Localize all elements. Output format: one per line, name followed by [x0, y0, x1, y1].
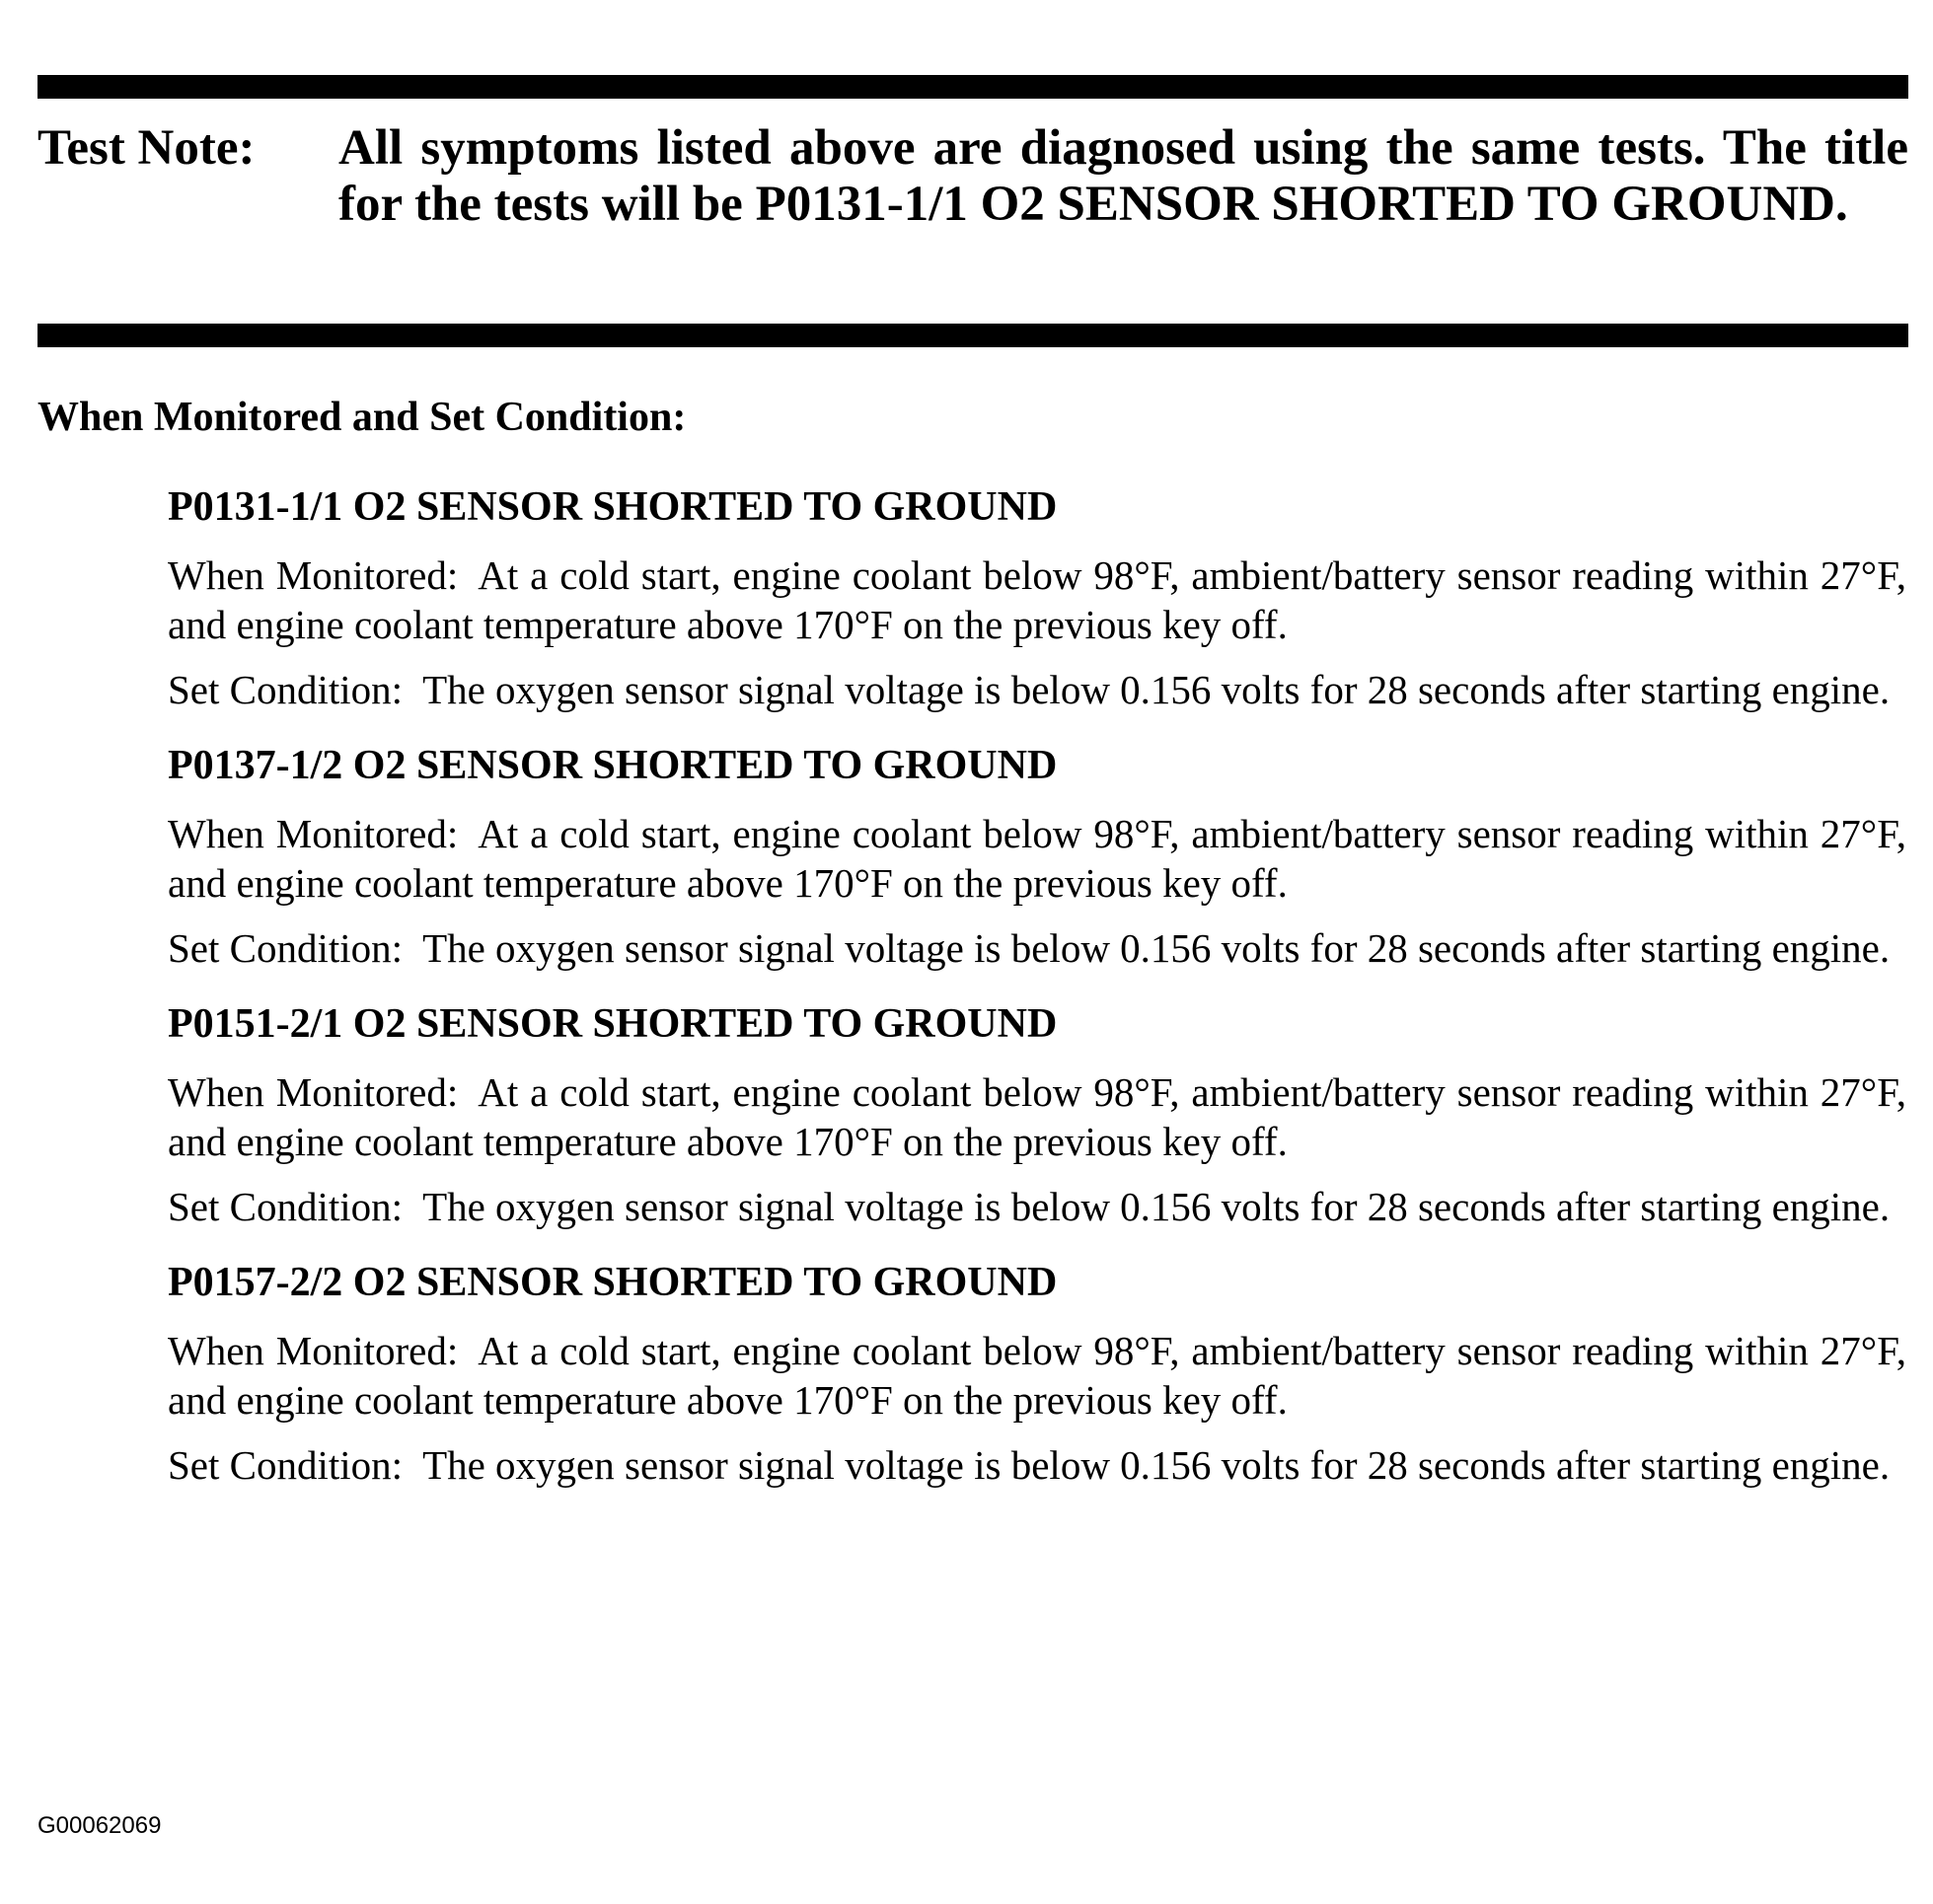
- figure-id: G00062069: [37, 1812, 162, 1839]
- set-condition: [168, 665, 1906, 714]
- code-block: [168, 481, 1906, 714]
- set-condition-text: The oxygen sensor signal voltage is below 0.156 volts for 28 seconds after starting engine.: [422, 667, 1891, 712]
- test-note-text: All symptoms listed above are diagnosed using the same tests. The title for the tests will be P0131-1/1 O2 SENSOR SHORTED TO GROUND.: [338, 120, 1908, 232]
- code-title: P0131-1/1 O2 SENSOR SHORTED TO GROUND: [168, 484, 1058, 530]
- code-block: [168, 998, 1906, 1231]
- code-block: [168, 740, 1906, 973]
- when-monitored-text: At a cold start, engine coolant below 98°F, ambient/battery sensor reading within 27°F, and engine coolant temperature above 170°F on the previous key off.: [168, 811, 1906, 906]
- when-monitored-label: When Monitored:: [168, 1328, 459, 1373]
- set-condition-text: The oxygen sensor signal voltage is below 0.156 volts for 28 seconds after starting engine.: [422, 1442, 1891, 1488]
- when-monitored-label: When Monitored:: [168, 1069, 459, 1115]
- when-monitored: [168, 809, 1906, 908]
- code-title: P0151-2/1 O2 SENSOR SHORTED TO GROUND: [168, 1001, 1058, 1047]
- set-condition-label: Set Condition:: [168, 925, 404, 971]
- when-monitored: [168, 1067, 1906, 1166]
- set-condition-text: The oxygen sensor signal voltage is below 0.156 volts for 28 seconds after starting engine.: [422, 925, 1891, 971]
- when-monitored-label: When Monitored:: [168, 811, 459, 856]
- code-title: P0157-2/2 O2 SENSOR SHORTED TO GROUND: [168, 1260, 1058, 1305]
- test-note: [37, 120, 1908, 233]
- when-monitored-text: At a cold start, engine coolant below 98°F, ambient/battery sensor reading within 27°F, and engine coolant temperature above 170°F on the previous key off.: [168, 1069, 1906, 1164]
- top-rule: [37, 75, 1908, 99]
- set-condition: [168, 923, 1906, 973]
- set-condition-label: Set Condition:: [168, 1442, 404, 1488]
- code-title: P0137-1/2 O2 SENSOR SHORTED TO GROUND: [168, 743, 1058, 788]
- when-monitored: [168, 550, 1906, 649]
- when-monitored: [168, 1326, 1906, 1425]
- set-condition-label: Set Condition:: [168, 667, 404, 712]
- section-heading: When Monitored and Set Condition:: [37, 395, 687, 440]
- set-condition: [168, 1440, 1906, 1490]
- code-list: [168, 481, 1906, 1515]
- when-monitored-text: At a cold start, engine coolant below 98°F, ambient/battery sensor reading within 27°F, and engine coolant temperature above 170°F on the previous key off.: [168, 552, 1906, 647]
- bottom-rule: [37, 324, 1908, 347]
- when-monitored-text: At a cold start, engine coolant below 98°F, ambient/battery sensor reading within 27°F, and engine coolant temperature above 170°F on the previous key off.: [168, 1328, 1906, 1423]
- set-condition-text: The oxygen sensor signal voltage is below 0.156 volts for 28 seconds after starting engine.: [422, 1184, 1891, 1229]
- test-note-label: Test Note:: [37, 120, 256, 176]
- set-condition-label: Set Condition:: [168, 1184, 404, 1229]
- code-block: [168, 1257, 1906, 1490]
- set-condition: [168, 1182, 1906, 1231]
- when-monitored-label: When Monitored:: [168, 552, 459, 598]
